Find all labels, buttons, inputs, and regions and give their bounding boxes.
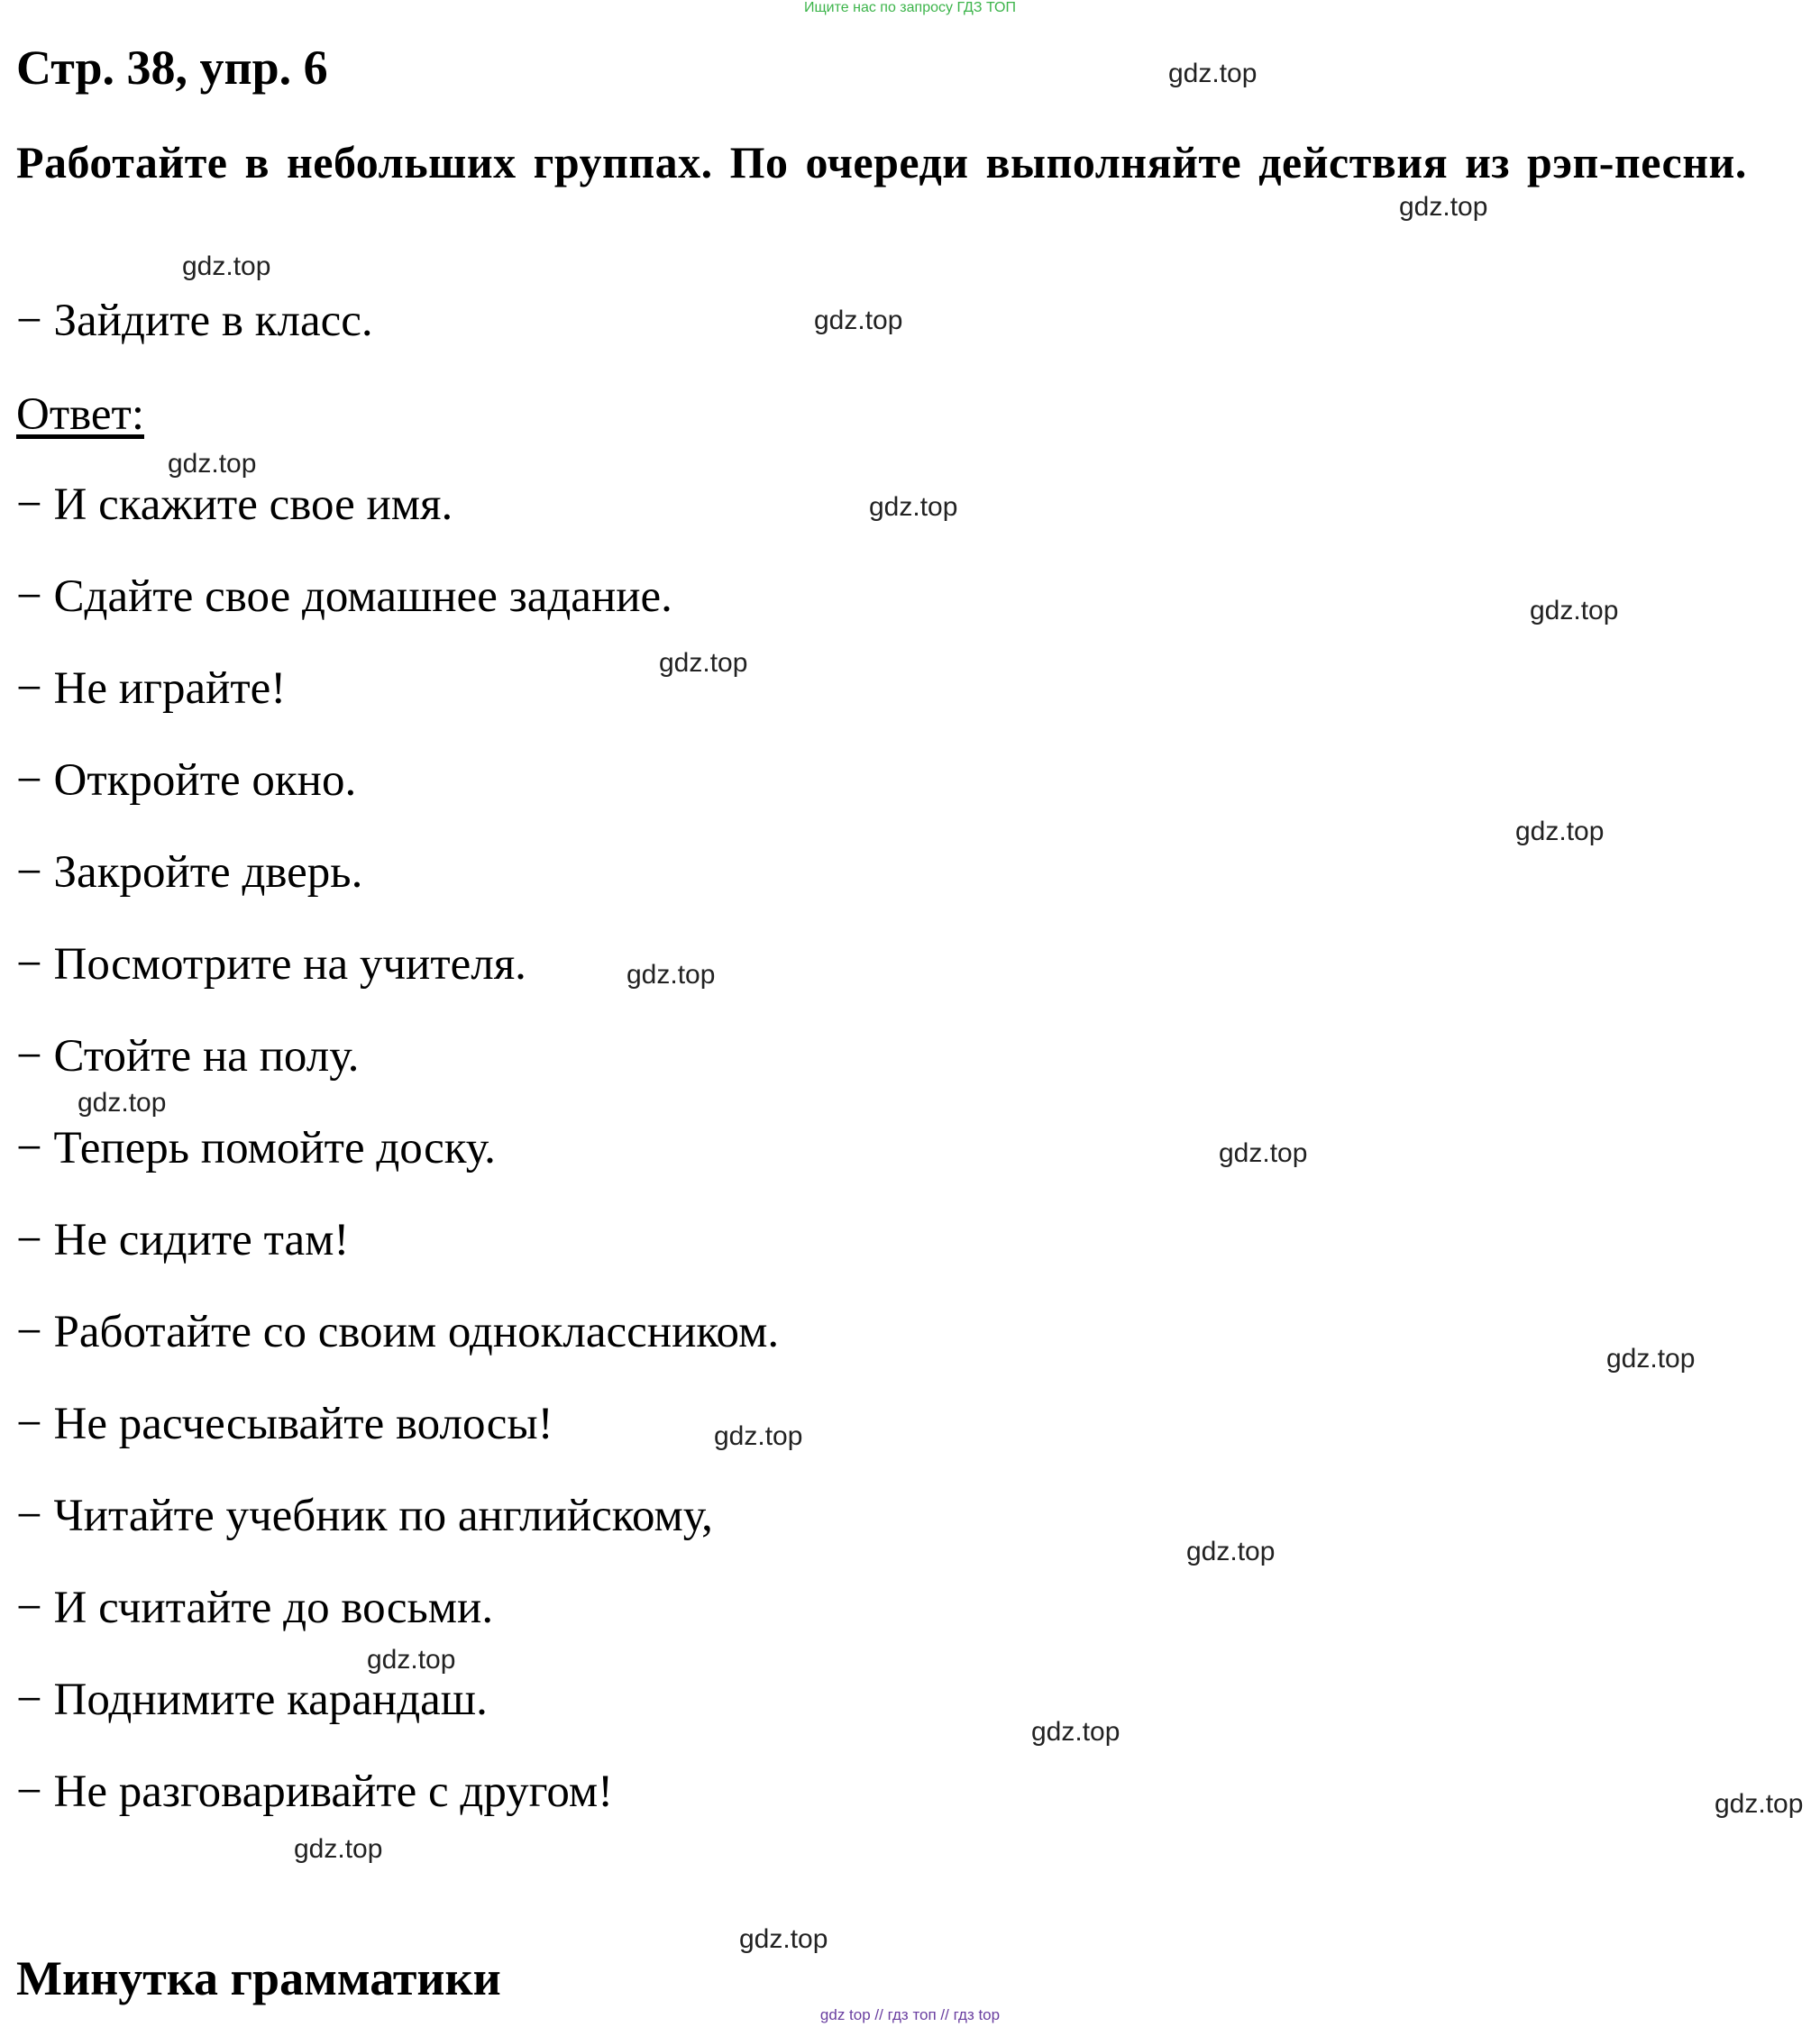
watermark: gdz.top	[814, 306, 903, 335]
watermark: gdz.top	[869, 492, 958, 522]
answer-line-11: − Не расчесывайте волосы!	[16, 1399, 553, 1449]
answer-line-7: − Стойте на полу.	[16, 1031, 360, 1082]
page-title: Стр. 38, упр. 6	[16, 41, 328, 95]
answer-line-15: − Не разговаривайте с другом!	[16, 1767, 614, 1817]
watermark: gdz.top	[659, 648, 748, 678]
watermark: gdz.top	[1186, 1537, 1276, 1566]
watermark: gdz.top	[182, 251, 271, 281]
answer-label: Ответ:	[16, 389, 144, 440]
task-instruction: Работайте в небольших группах. По очереди выполняйте действия из рэп-песни.	[16, 137, 1747, 187]
watermark: gdz.top	[78, 1088, 167, 1118]
search-hint-banner: Ищите нас по запросу ГДЗ ТОП	[804, 0, 1016, 15]
answer-line-5: − Закройте дверь.	[16, 847, 363, 898]
footer-links: gdz top // гдз топ // гдз top	[819, 2006, 1001, 2023]
watermark: gdz.top	[626, 960, 716, 990]
answer-line-8: − Теперь помойте доску.	[16, 1123, 496, 1173]
answer-line-13: − И считайте до восьми.	[16, 1583, 494, 1633]
answer-line-9: − Не сидите там!	[16, 1215, 350, 1265]
section-title: Минутка грамматики	[16, 1951, 501, 2005]
answer-line-10: − Работайте со своим одноклассником.	[16, 1307, 780, 1357]
watermark: gdz.top	[1168, 59, 1258, 88]
watermark: gdz.top	[1219, 1138, 1308, 1168]
answer-line-2: − Сдайте свое домашнее задание.	[16, 571, 672, 622]
watermark: gdz.top	[1399, 192, 1488, 222]
watermark: gdz.top	[294, 1834, 383, 1864]
watermark: gdz.top	[1515, 817, 1605, 846]
answer-line-3: − Не играйте!	[16, 663, 287, 714]
answer-line-4: − Откройте окно.	[16, 755, 357, 806]
watermark: gdz.top	[739, 1924, 828, 1954]
answer-line-1: − И скажите свое имя.	[16, 479, 453, 530]
answer-line-12: − Читайте учебник по английскому,	[16, 1491, 713, 1541]
watermark: gdz.top	[1606, 1344, 1696, 1374]
answer-line-6: − Посмотрите на учителя.	[16, 939, 526, 990]
watermark: gdz.top	[1530, 596, 1619, 625]
watermark: gdz.top	[367, 1645, 456, 1675]
watermark: gdz.top	[1715, 1789, 1804, 1819]
watermark: gdz.top	[168, 449, 257, 479]
first-line: − Зайдите в класс.	[16, 296, 373, 346]
watermark: gdz.top	[714, 1421, 803, 1451]
watermark: gdz.top	[1031, 1717, 1120, 1747]
answer-line-14: − Поднимите карандаш.	[16, 1675, 488, 1725]
